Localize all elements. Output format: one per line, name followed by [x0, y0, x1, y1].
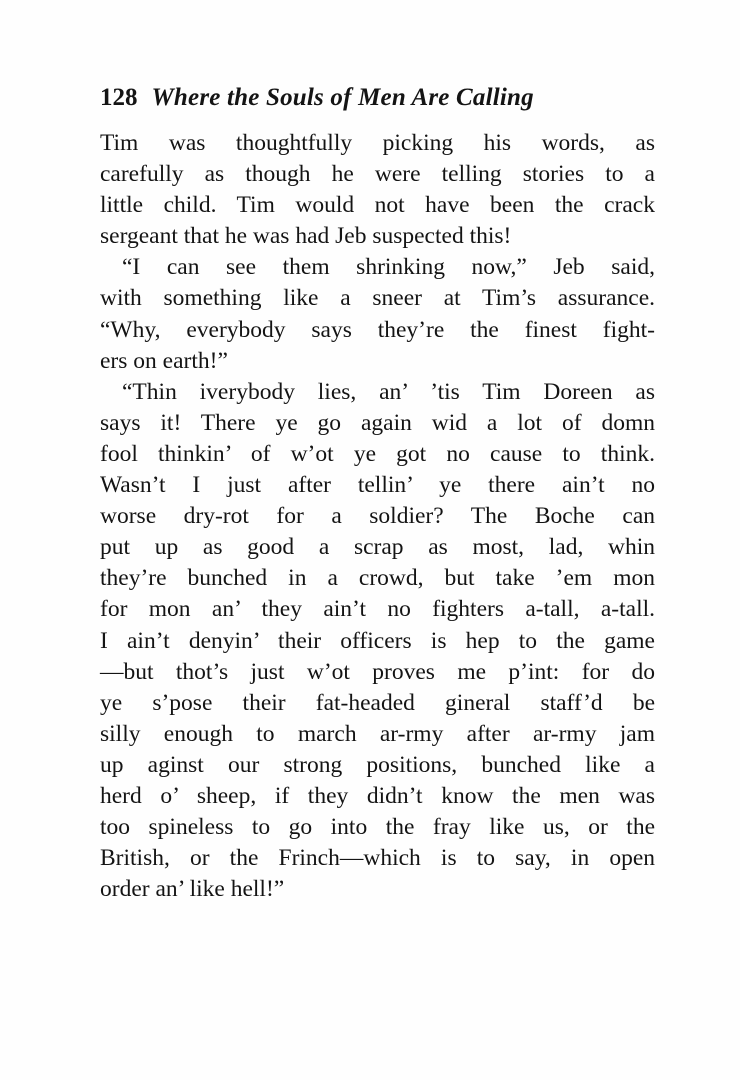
text-line: for mon an’ they ain’t no fighters a-tall, a-tall.	[100, 596, 655, 623]
text-line: ers on earth!”	[100, 347, 228, 374]
text-line: —but thot’s just w’ot proves me p’int: for do	[100, 658, 655, 685]
text-line: carefully as though he were telling stories to a	[100, 161, 655, 188]
text-line: with something like a sneer at Tim’s assurance.	[100, 285, 655, 312]
text-line: too spineless to go into the fray like us, or the	[100, 814, 655, 841]
text-line: Tim was thoughtfully picking his words, as	[100, 130, 655, 156]
running-title: Where the Souls of Men Are Calling	[151, 84, 534, 111]
text-line: worse dry-rot for a soldier? The Boche can	[100, 503, 655, 530]
text-line: fool thinkin’ of w’ot ye got no cause to think.	[100, 440, 655, 467]
body-text	[100, 128, 655, 905]
text-line: I ain’t denyin’ their officers is hep to the game	[100, 627, 655, 654]
text-line: sergeant that he was had Jeb suspected this!	[100, 223, 512, 250]
text-line: herd o’ sheep, if they didn’t know the men was	[100, 782, 655, 809]
text-line: “I can see them shrinking now,” Jeb said,	[122, 254, 655, 281]
text-line: says it! There ye go again wid a lot of domn	[100, 409, 655, 436]
page-number: 128	[100, 84, 138, 111]
text-line: “Thin iverybody lies, an’ ’tis Tim Doreen as	[122, 378, 655, 405]
text-line: Wasn’t I just after tellin’ ye there ain’t no	[100, 472, 655, 499]
text-line: “Why, everybody says they’re the finest fight-	[100, 316, 655, 343]
running-header	[100, 78, 660, 118]
text-line: order an’ like hell!”	[100, 876, 285, 903]
text-line: they’re bunched in a crowd, but take ’em mon	[100, 565, 655, 592]
text-line: little child. Tim would not have been the crack	[100, 192, 655, 219]
text-line: silly enough to march ar-rmy after ar-rmy jam	[100, 720, 655, 747]
text-line: up aginst our strong positions, bunched like a	[100, 751, 655, 778]
text-line: British, or the Frinch—which is to say, in open	[100, 845, 655, 872]
text-line: put up as good a scrap as most, lad, whin	[100, 534, 655, 561]
text-line: ye s’pose their fat-headed gineral staff’d be	[100, 689, 655, 716]
